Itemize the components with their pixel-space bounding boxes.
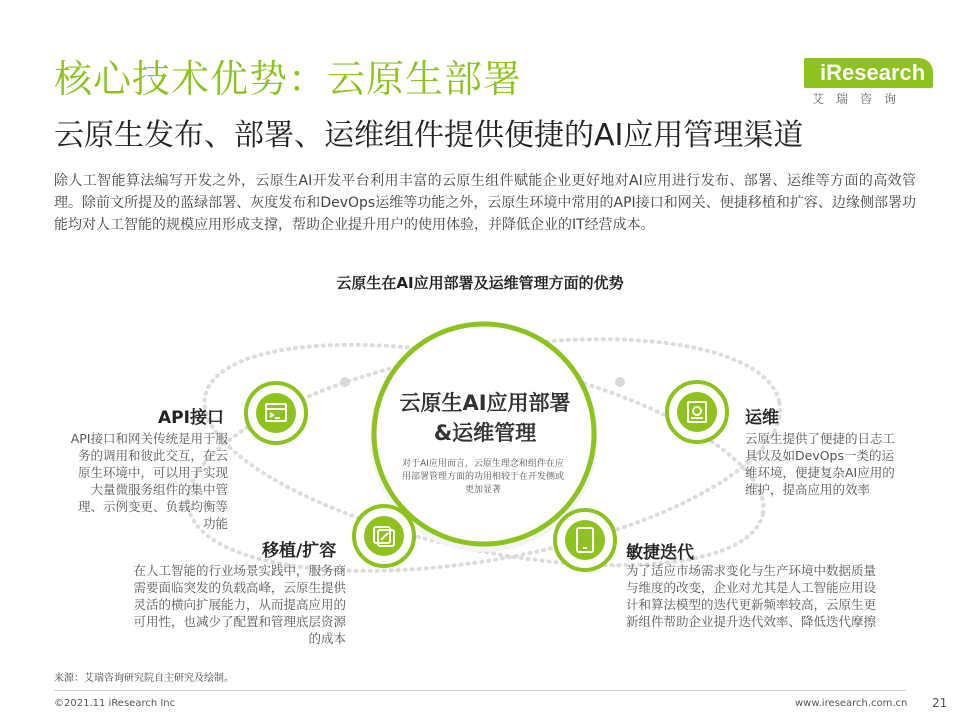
logo-subtext: 艾瑞咨询 bbox=[812, 92, 909, 106]
source-note: 来源：艾瑞咨询研究院自主研究及绘制。 bbox=[54, 673, 234, 684]
migrate-description: 在人工智能的行业场景实践中，服务商需要面临突发的负载高峰，云原生提供灵活的横向扩展能力，从而提高应用的可用性，也减少了配置和管理底层资源的成本 bbox=[133, 563, 346, 646]
diagram-title: 云原生在AI应用部署及运维管理方面的优势 bbox=[336, 274, 624, 292]
agile-title: 敏捷迭代 bbox=[626, 543, 694, 563]
copyright-text: ©2021.11 iResearch Inc bbox=[54, 698, 176, 709]
page-subtitle: 云原生发布、部署、运维组件提供便捷的AI应用管理渠道 bbox=[54, 118, 804, 153]
center-description: 对于AI应用而言，云原生理念和组件在应用部署管理方面的功用相较于在开发侧或更加显著 bbox=[401, 459, 564, 495]
api-title: API接口 bbox=[158, 408, 224, 428]
intro-paragraph: 除人工智能算法编写开发之外，云原生AI开发平台利用丰富的云原生组件赋能企业更好地对AI应用进行发布、部署、运维等方面的高效管理。除前文所提及的蓝绿部署、灰度发布和DevOps运维等功能之外，云原生环境中常用的API接口和网关、便捷移植和扩容、边缘侧部署功能均对人工智能的规模应用形成支撑，帮助企业提升用户的使用体验，并降低企业的IT经营成本。 bbox=[54, 173, 916, 233]
ops-title: 运维 bbox=[745, 408, 779, 428]
migrate-title: 移植/扩容 bbox=[262, 541, 337, 561]
ops-description: 云原生提供了便捷的日志工具以及如DevOps一类的运维环境，便捷复杂AI应用的维护，提高应用的效率 bbox=[745, 431, 896, 497]
center-title-line2: &运维管理 bbox=[433, 421, 537, 445]
api-badge bbox=[246, 383, 306, 443]
footer-divider bbox=[54, 690, 906, 691]
orbit-dot bbox=[340, 377, 350, 387]
ops-badge bbox=[667, 382, 727, 442]
agile-description: 为了适应市场需求变化与生产环境中数据质量与维度的改变，企业对尤其是人工智能应用设计和算法模型的迭代更新频率较高，云原生更新组件帮助企业提升迭代效率、降低迭代摩擦 bbox=[626, 563, 877, 629]
logo-text: iResearch bbox=[804, 58, 933, 88]
agile-badge bbox=[555, 510, 615, 570]
api-description: API接口和网关传统是用于服务的调用和彼此交互，在云原生环境中，可以用于实现大量微服务组件的集中管理、示例变更、负载均衡等功能 bbox=[70, 431, 228, 531]
center-title bbox=[370, 388, 600, 448]
website-url: www.iresearch.com.cn bbox=[795, 698, 908, 709]
center-title-line1: 云原生AI应用部署 bbox=[399, 391, 571, 415]
orbit-dot bbox=[615, 377, 625, 387]
page-number: 21 bbox=[932, 696, 948, 710]
page-title: 核心技术优势：云原生部署 bbox=[54, 57, 523, 101]
